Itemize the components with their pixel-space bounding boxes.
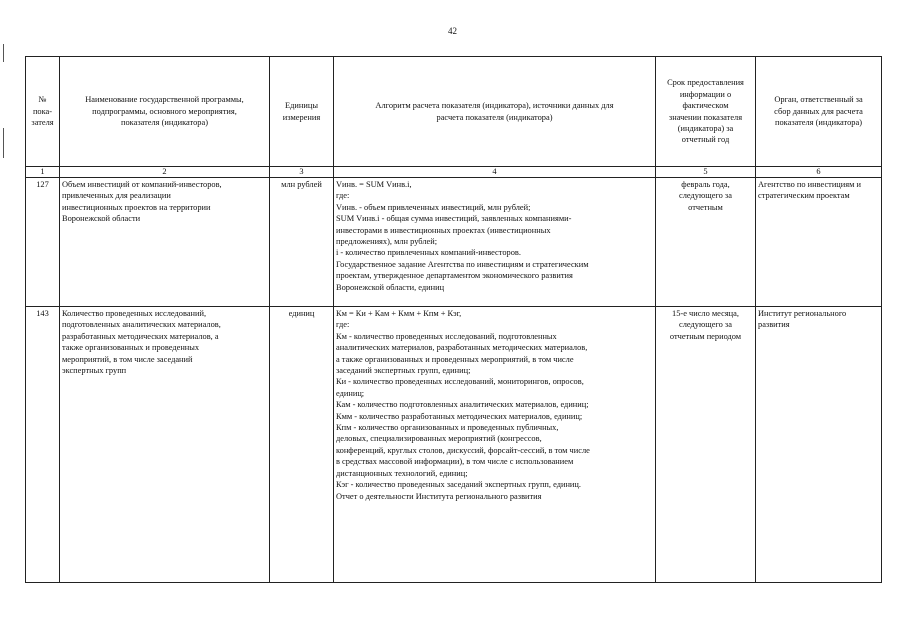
header-algorithm: Алгоритм расчета показателя (индикатора), источники данных для расчета показателя (индикатора) (334, 57, 656, 167)
column-number: 6 (756, 167, 882, 178)
column-number: 4 (334, 167, 656, 178)
table-row (26, 178, 882, 307)
row-name: Объем инвестиций от компаний-инвесторов, привлеченных для реализации инвестиционных проектов на территории Воронежской области (60, 178, 270, 307)
header-deadline: Срок предоставления информации о фактическом значении показателя (индикатора) за отчетный год (656, 57, 756, 167)
page-number: 42 (448, 26, 457, 36)
column-number: 1 (26, 167, 60, 178)
row-number: 143 (26, 307, 60, 583)
row-organ: Агентство по инвестициям и стратегическим проектам (756, 178, 882, 307)
margin-mark-top (3, 44, 4, 62)
margin-mark-bottom (3, 128, 4, 158)
row-algorithm: Vинв. = SUM Vинв.i, где: Vинв. - объем привлеченных инвестиций, млн рублей; SUM Vинв.i - общая сумма инвестиций, заявленных компаниями- инвесторами в инвестиционных проектах (инвестиционных предложениях), млн рублей; i - количество привлеченных компаний-инвесторов. Государственное задание Агентства по инвестициям и стратегическим проектам, утвержденное департаментом экономического развития Воронежской области, единиц (334, 178, 656, 307)
row-deadline: февраль года, следующего за отчетным (656, 178, 756, 307)
header-unit: Единицы измерения (270, 57, 334, 167)
row-algorithm: Км = Ки + Кам + Кмм + Кпм + Кэг, где: Км - количество проведенных исследований, подготовленных аналитических материалов, разработанных методических материалов, а также организованных и проведенных мероприятий, в том числе заседаний экспертных групп, единиц; Ки - количество проведенных исследований, мониторингов, опросов, единиц; Кам - количество подготовленных аналитических материалов, единиц; Кмм - количество разработанных методических материалов, единиц; Кпм - количество организованных и проведенных публичных, деловых, специализированных мероприятий (конгрессов, конференций, круглых столов, дискуссий, форсайт-сессий, в том числе в средствах массовой информации), в том числе с использованием дистанционных технологий, единиц; Кэг - количество проведенных заседаний экспертных групп, единиц. Отчет о деятельности Института регионального развития (334, 307, 656, 583)
header-responsible-organ: Орган, ответственный за сбор данных для расчета показателя (индикатора) (756, 57, 882, 167)
indicators-table (25, 56, 882, 583)
header-name: Наименование государственной программы, подпрограммы, основного мероприятия, показателя (индикатора) (60, 57, 270, 167)
row-organ: Институт регионального развития (756, 307, 882, 583)
column-number: 5 (656, 167, 756, 178)
column-number: 3 (270, 167, 334, 178)
row-name: Количество проведенных исследований, подготовленных аналитических материалов, разработанных методических материалов, а также организованных и проведенных мероприятий, в том числе заседаний экспертных групп (60, 307, 270, 583)
row-unit: единиц (270, 307, 334, 583)
row-unit: млн рублей (270, 178, 334, 307)
table-row (26, 307, 882, 583)
row-deadline: 15-е число месяца, следующего за отчетным периодом (656, 307, 756, 583)
column-number: 2 (60, 167, 270, 178)
row-number: 127 (26, 178, 60, 307)
table-header-row (26, 57, 882, 167)
header-indicator-number: № пока- зателя (26, 57, 60, 167)
column-numbers-row (26, 167, 882, 178)
